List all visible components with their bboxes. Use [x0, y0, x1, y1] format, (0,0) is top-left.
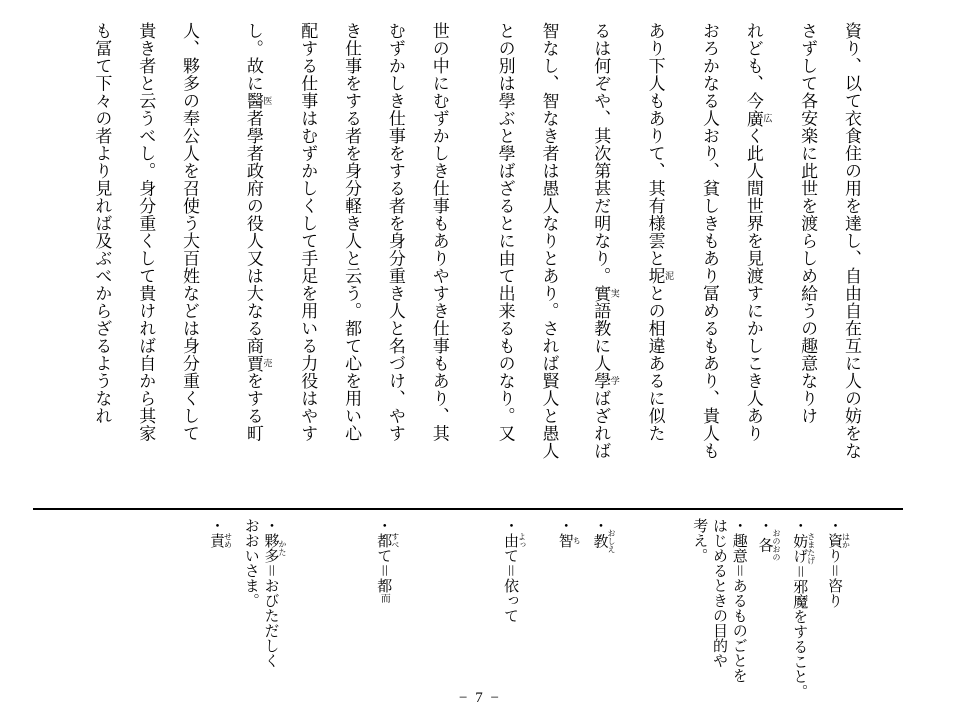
ruby-annotated-text: 智 ち	[556, 533, 582, 548]
text-run: ・	[756, 518, 773, 533]
text-column	[430, 22, 448, 477]
footnote-entry	[791, 518, 816, 699]
footnote-line	[207, 518, 232, 549]
footnote-line	[556, 518, 581, 548]
ruby-annotated-text: 妨げ さまたげ	[791, 532, 816, 565]
text-column	[842, 22, 860, 477]
text-run: との相違あるに似た	[645, 284, 665, 442]
footnote-line	[375, 518, 400, 603]
text-run: し。故に	[243, 22, 263, 92]
footnote-entry	[591, 518, 616, 553]
footnote-line	[262, 518, 287, 668]
text-run: ・	[502, 518, 518, 533]
footnote-entry	[242, 518, 287, 668]
text-run: ・	[375, 518, 392, 533]
text-run: 配する仕事はむずかしくして手足を用いる力役はやす	[298, 22, 318, 442]
text-column	[180, 22, 198, 477]
text-column	[496, 22, 514, 477]
ruby-annotated-text: 學 学	[591, 372, 620, 390]
text-column	[244, 22, 272, 477]
text-run: く此人間世界を見渡すにかしこき人あり	[743, 127, 763, 442]
text-run: も冨て下々の者より見れば及ぶべからざるようなれ	[92, 22, 112, 425]
text-run: 智なし、智なき者は愚人なりとあり。されば賢人と愚人	[539, 22, 559, 460]
text-run: むずかしき仕事をする者を身分重き人と名づけ、やす	[385, 22, 405, 442]
text-run: 貴き者と云うべし。身分重くして貴ければ自から其家	[136, 22, 156, 442]
ruby-annotated-text: 醫 医	[243, 92, 273, 110]
text-run: ・	[262, 518, 279, 533]
text-column	[93, 22, 111, 477]
ruby-annotated-text: 賈 売	[243, 354, 273, 372]
text-run: ・	[208, 518, 224, 533]
ruby-annotated-text: 由 よっ	[502, 532, 527, 549]
page-number: − 7 −	[459, 690, 501, 706]
text-column	[798, 22, 816, 477]
footnote-entry	[756, 518, 781, 561]
text-run: るは何ぞや、其次第甚だ明なり。	[591, 22, 611, 285]
text-run: おろかなる人おり、貧しきもあり冨めるもあり、貴人も	[699, 22, 719, 460]
text-run: 者學者政府の役人又は大なる商	[243, 109, 263, 355]
ruby-annotated-text: 坭 泥	[645, 267, 675, 285]
text-run: ＝邪魔をすること。	[791, 564, 808, 700]
text-column	[540, 22, 558, 477]
footnote-entry	[556, 518, 581, 548]
text-column	[298, 22, 316, 477]
text-run: ・	[791, 518, 808, 533]
text-run: あり下人もありて、其有様雲と	[645, 22, 665, 267]
footnote-line	[825, 518, 850, 608]
text-column	[646, 22, 674, 477]
footnote-entry	[207, 518, 232, 549]
text-run: り＝咨り	[826, 548, 842, 609]
text-run: 人、夥多の奉公人を召使う大百姓などは身分重くして	[180, 22, 200, 442]
text-run: て＝依って	[502, 548, 518, 624]
footnote-line	[591, 518, 616, 553]
footnote-line	[756, 518, 781, 561]
text-run: ・	[556, 518, 573, 533]
text-column	[700, 22, 718, 477]
footnote-entry	[691, 518, 746, 683]
text-run: 資り、以て衣食住の用を達し、自由自在互に人の妨をな	[842, 22, 861, 460]
text-run: はじめるときの目的や	[711, 518, 727, 668]
text-column	[342, 22, 360, 477]
text-run: をする町	[243, 372, 263, 442]
ruby-annotated-text: 教 おしえ	[591, 529, 616, 553]
footnote-entry	[501, 518, 526, 623]
footnote-line	[791, 518, 816, 699]
ruby-annotated-text: 夥多 かた	[262, 533, 287, 563]
ruby-annotated-text: 實 実	[591, 284, 620, 302]
text-column	[744, 22, 772, 477]
text-run: て＝都	[375, 548, 392, 594]
footnote-entry	[375, 518, 400, 603]
footnote-line	[242, 518, 258, 608]
main-text-block	[93, 22, 861, 477]
text-run: ＝おびただしく	[262, 563, 279, 669]
text-run: ・趣意＝あるものごとを	[730, 518, 747, 684]
text-run: ・	[826, 518, 842, 533]
footnote-divider-line	[33, 508, 903, 510]
ruby-annotated-text: 各 おのおの	[756, 529, 781, 561]
text-run: さずして各安楽に此世を渡らしめ給うの趣意なりけ	[798, 22, 818, 425]
text-run: ・	[591, 518, 608, 533]
text-run: との別は學ぶと學ばざるとに由て出来るものなり。又	[495, 22, 515, 442]
text-run: 語教に人	[591, 302, 611, 372]
text-run: 世の中にむずかしき仕事もありやすき仕事もあり、其	[429, 22, 449, 442]
ruby-annotated-text: 責 せめ	[208, 532, 233, 549]
footnote-line	[691, 518, 707, 563]
small-gloss-char: 而	[378, 593, 390, 604]
text-column	[591, 22, 619, 477]
footnote-line	[730, 518, 746, 683]
footnote-entry	[825, 518, 850, 608]
ruby-annotated-text: 廣 広	[743, 109, 773, 127]
text-run: ばざれば	[591, 389, 611, 460]
text-run: 考え。	[691, 518, 708, 563]
text-run: おおいさま。	[242, 518, 259, 608]
text-run: れども、今	[743, 22, 763, 110]
ruby-annotated-text: 資 はか	[826, 532, 851, 549]
footnotes-block	[207, 518, 850, 708]
footnote-line	[710, 518, 726, 668]
text-run: き仕事をする者を身分軽き人と云う。都て心を用い心	[342, 22, 362, 442]
footnote-line	[501, 518, 526, 623]
text-column	[386, 22, 404, 477]
ruby-annotated-text: 都 すべ	[375, 532, 400, 549]
text-column	[136, 22, 154, 477]
